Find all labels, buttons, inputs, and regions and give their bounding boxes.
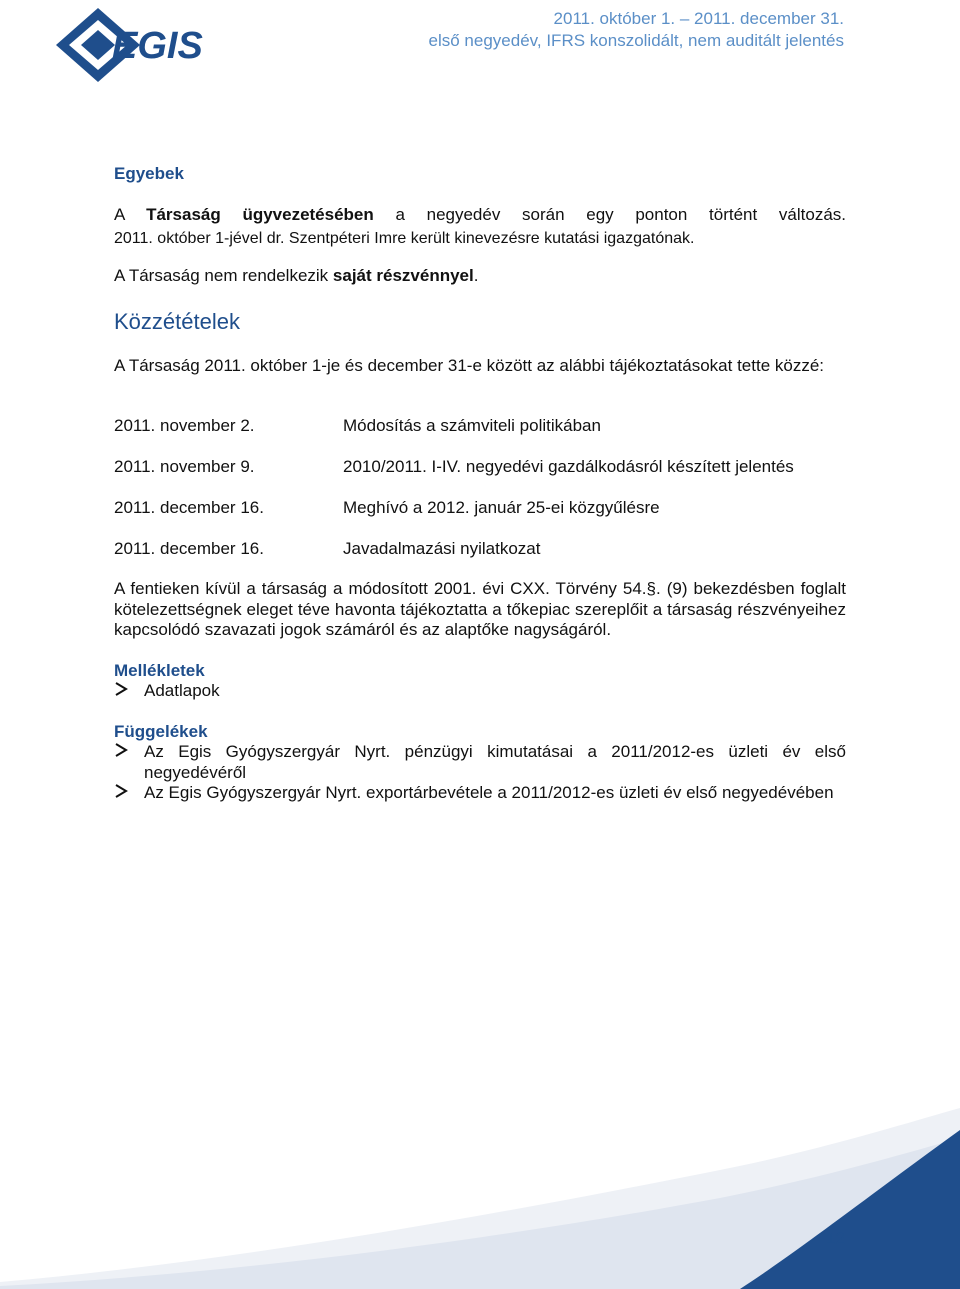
list-item: [114, 681, 846, 702]
arrow-bullet-icon: [114, 783, 130, 805]
kozzetetelek-closing-paragraph: A fentieken kívül a társaság a módosított 2001. évi CXX. Törvény 54.§. (9) bekezdésben foglalt kötelezettségnek eleget téve havonta tájékoztatta a tőkepiac szereplőit a társaság részvényeihez kapcsolódó szavazati jogok számáról és az alaptőke nagyságáról.: [114, 579, 846, 639]
section-title-fuggelekek: Függelékek: [114, 722, 208, 741]
list-item: [114, 742, 846, 783]
page-number: 12: [826, 1229, 845, 1248]
list-item: [114, 783, 846, 804]
section-title-kozzetetelek: Közzétételek: [114, 309, 240, 334]
arrow-bullet-icon: [114, 681, 130, 703]
egyebek-paragraph-2: A Társaság nem rendelkezik saját részvénnyel.: [114, 266, 479, 285]
arrow-bullet-icon: [114, 742, 130, 764]
logo-wordmark: EGIS: [112, 25, 203, 67]
report-header: [429, 8, 844, 52]
footer-wave-decoration: [0, 1100, 960, 1289]
disclosure-date: 2011. november 9.: [114, 457, 255, 476]
section-title-mellekletek: Mellékletek: [114, 661, 205, 680]
section-title-egyebek: Egyebek: [114, 164, 184, 183]
disclosure-date: 2011. december 16.: [114, 539, 264, 558]
header-period: 2011. október 1. – 2011. december 31.: [553, 9, 844, 28]
egyebek-paragraph-1-line-2: 2011. október 1-jével dr. Szentpéteri Imre került kinevezésre kutatási igazgatónak.: [114, 230, 695, 247]
disclosure-description: Módosítás a számviteli politikában: [343, 416, 601, 435]
egyebek-paragraph-1-line-1: A Társaság ügyvezetésében a negyedév során egy ponton történt változás.: [114, 205, 846, 224]
disclosure-description: Meghívó a 2012. január 25-ei közgyűlésre: [343, 498, 660, 517]
header-report-type: első negyedév, IFRS konszolidált, nem auditált jelentés: [428, 31, 844, 50]
kozzetetelek-intro: A Társaság 2011. október 1-je és december 31-e között az alábbi tájékoztatásokat tette közzé:: [114, 356, 825, 375]
list-item-text: Az Egis Gyógyszergyár Nyrt. exportárbevétele a 2011/2012-es üzleti év első negyedévében: [144, 783, 834, 802]
list-item-text: Az Egis Gyógyszergyár Nyrt. pénzügyi kimutatásai a 2011/2012-es üzleti év első negyedévéről: [144, 742, 846, 782]
egis-logo: [54, 6, 210, 84]
list-item-text: Adatlapok: [144, 681, 220, 700]
disclosure-date: 2011. november 2.: [114, 416, 255, 435]
disclosure-description: 2010/2011. I-IV. negyedévi gazdálkodásról készített jelentés: [343, 457, 794, 476]
disclosure-description: Javadalmazási nyilatkozat: [343, 539, 541, 558]
disclosure-date: 2011. december 16.: [114, 498, 264, 517]
